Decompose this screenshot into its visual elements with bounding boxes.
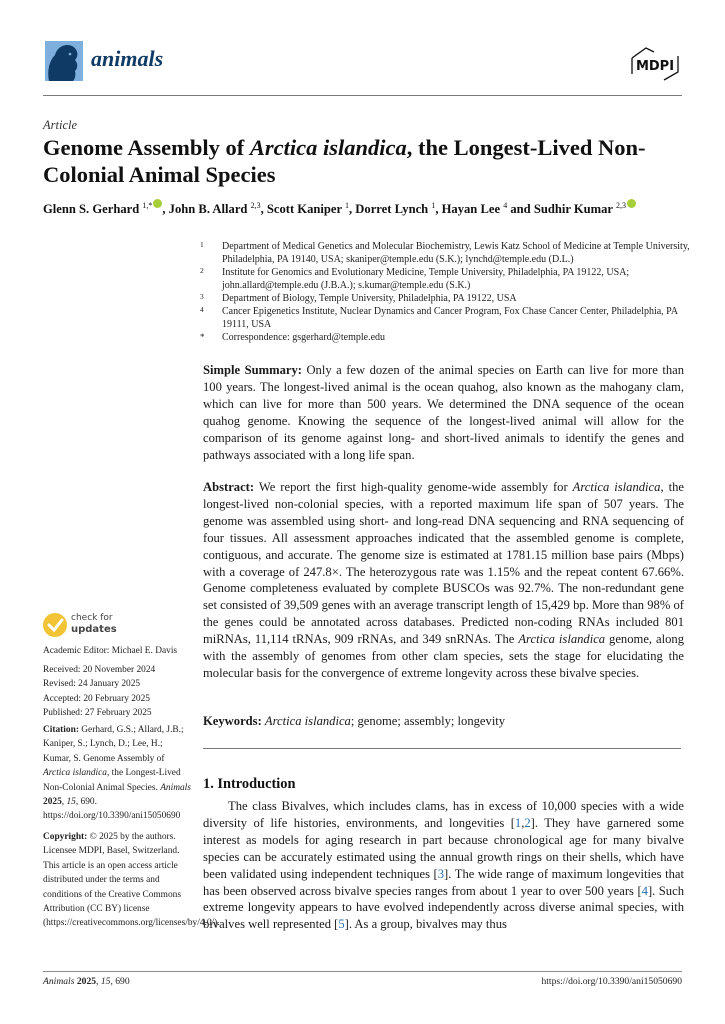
simple-summary-text: Only a few dozen of the animal species on Earth can live for more than 100 years. The longest-lived animal is the ocean quahog, also known as the mahogany clam, which can live for more than 500 years. We determined the DNA sequence of the ocean quahog genome. Knowing the sequence of the longest-lived animal will allow for the comparison of its genome against long- and short-lived animals to identify the genes and pathways associated with a long life span. (203, 363, 685, 462)
mdpi-text: MDPI (635, 59, 675, 74)
footer-journal: Animals (43, 976, 75, 987)
affiliation-item (200, 240, 690, 266)
citation-block: Citation: Gerhard, G.S.; Allard, J.B.; Kaniper, S.; Lynch, D.; Lee, H.; Kumar, S. Genome Assembly of Arctica islandica, the Longest-Lived Non-Colonial Animal Species. Animals 2025, 15, 690. https://doi.org/10.3390/ani15050690 (43, 725, 191, 822)
affiliation-item (200, 266, 690, 292)
reference-link[interactable]: 2 (524, 815, 531, 830)
citation-species: Arctica islandica (43, 768, 107, 779)
keyword-species: Arctica islandica (264, 714, 351, 728)
footer-divider (43, 971, 682, 972)
citation-text: Gerhard, G.S.; Allard, J.B.; Kaniper, S.; Lynch, D.; Lee, H.; Kumar, S. Genome Assembly of (43, 725, 184, 764)
affiliation-number: 2 (200, 266, 204, 275)
author-affiliation-marker: 1 (345, 201, 349, 210)
mdpi-logo[interactable] (628, 44, 682, 82)
reference-link[interactable]: 5 (338, 917, 345, 932)
author-name[interactable]: John B. Allard (168, 202, 251, 216)
check-updates-label-bold: updates (71, 624, 117, 635)
academic-editor: Academic Editor: Michael E. Davis (43, 646, 178, 656)
author-name[interactable]: Dorret Lynch (355, 202, 432, 216)
affiliation-number: 4 (200, 305, 204, 314)
abstract-text: We report the first high-quality genome-wide assembly for (254, 480, 573, 494)
keywords (203, 713, 684, 730)
abstract-text: genome, along with the assembly of genomes from other clam species, sets the stage for elucidating the molecular basis for the convergence of extreme longevity across these bivalve species. (203, 632, 684, 680)
article-type: Article (43, 118, 78, 132)
affiliation-item (200, 305, 690, 331)
author-affiliation-marker: 1,* (142, 201, 153, 210)
intro-text: ]. They have garnered some interest as models for aging research in part because chronological age for many bivalve species can be accurately estimated using the annual growth rings on their shells, which have been validated using independent techniques [ (203, 815, 684, 881)
affiliation-text: Cancer Epigenetics Institute, Nuclear Dynamics and Cancer Program, Fox Chase Cancer Center, Philadelphia, PA 19111, USA (222, 306, 678, 330)
footer-year: 2025 (76, 976, 97, 987)
copyright-text: © 2025 by the authors. Licensee MDPI, Basel, Switzerland. This article is an open access article distributed under the terms and conditions of the Creative Commons Attribution (CC BY) license (https://creativecommons.org/licenses/by/4.0/). (43, 832, 220, 929)
affiliation-number: * (200, 332, 205, 342)
abstract-label: Abstract: (203, 480, 255, 494)
check-for-updates-button[interactable] (43, 612, 123, 638)
check-updates-icon (43, 613, 67, 637)
intro-text: The class Bivalves, which includes clams, has in excess of 10,000 species with a wide diversity of life histories, environments, and longevities [ (203, 799, 684, 830)
author-name[interactable]: Scott Kaniper (266, 202, 345, 216)
footer-volume: 15 (100, 976, 111, 987)
footer-page: , 690 (110, 976, 130, 987)
orcid-icon[interactable] (153, 199, 162, 208)
affiliation-text: Institute for Genomics and Evolutionary Medicine, Temple University, Philadelphia, PA 19122, USA; john.allard@temple.edu (J.B.A.); s.kumar@temple.edu (S.K.) (222, 267, 630, 291)
author-affiliation-marker: 2,3 (615, 201, 626, 210)
journal-logo-icon (45, 41, 83, 81)
keywords-text: ; genome; assembly; longevity (350, 714, 506, 728)
keywords-label: Keywords: (203, 714, 262, 728)
date-revised: Revised: 24 January 2025 (43, 679, 141, 690)
simple-summary (203, 362, 684, 463)
title-text: Genome Assembly of (43, 135, 250, 160)
author-affiliation-marker: 2,3 (250, 201, 261, 210)
publication-dates (43, 663, 193, 721)
abstract-species: Arctica islandica (518, 632, 606, 647)
copyright-block (43, 830, 220, 931)
abstract-species: Arctica islandica (572, 480, 661, 494)
citation-year: 2025 (43, 797, 62, 808)
correspondence (200, 331, 690, 344)
affiliation-text: Correspondence: gsgerhard@temple.edu (222, 332, 386, 343)
article-title (43, 134, 683, 188)
author-list: Glenn S. Gerhard $^{1,*}$ , John B. Allard $^{2,3}$, Scott Kaniper $^1$, Dorret Lynch $^1$, Hayan Lee $^4$ and Sudhir Kumar $^{2,3}$ (43, 199, 636, 217)
primate-silhouette-icon (45, 41, 83, 81)
reference-link[interactable]: 4 (641, 883, 648, 898)
introduction-paragraph (203, 798, 684, 933)
journal-name: animals (91, 46, 164, 71)
citation-label: Citation: (43, 725, 79, 735)
date-accepted: Accepted: 20 February 2025 (43, 693, 150, 704)
citation-journal: Animals (160, 782, 191, 793)
header-divider (43, 95, 682, 96)
affiliations-list (200, 240, 690, 344)
author-name[interactable]: Glenn S. Gerhard (43, 202, 143, 216)
intro-text: ]. The wide range of maximum longevities that has been observed across bivalve species ranges from about 1 year to over 500 years [ (203, 866, 684, 898)
citation-doi-link[interactable]: , 690. https://doi.org/10.3390/ani15050690 (43, 797, 181, 822)
abstract (203, 479, 684, 682)
section-divider (203, 748, 681, 749)
citation-volume: 15 (66, 797, 76, 808)
author-affiliation-marker: 1 (431, 201, 436, 210)
orcid-icon[interactable] (627, 199, 636, 208)
affiliation-text: Department of Medical Genetics and Molecular Biochemistry, Lewis Katz School of Medicine at Temple University, Philadelphia, PA 19140, USA; skaniper@temple.edu (S.K.); lynchd@temple.edu (D.L.) (222, 241, 690, 265)
affiliation-number: 3 (200, 292, 204, 301)
section-heading-introduction: 1. Introduction (203, 776, 296, 792)
author-name[interactable]: Hayan Lee (441, 202, 504, 216)
abstract-text: , the longest-lived non-colonial species, with a reported maximum life span of 507 years. The genome was assembled using short- and long-read DNA sequencing and RNA sequencing of four tissues. All assessment approaches indicated that the assembled genome is complete, contiguous, and accurate. The genome size is estimated at 1781.15 million base pairs (Mbps) with a coverage of 247.8×. The heterozygous rate was 1.15% and the repeat content 67.66%. Genome completeness evaluated by complete BUSCOs was 92.7%. The non-redundant gene set consisted of 39,509 genes with an average transcript length of 15,429 bp. More than 98% of the genes could be annotated across databases. Predicted non-coding RNAs included 801 miRNAs, 11,114 tRNAs, 909 rRNAs, and 349 snRNAs. The (203, 480, 684, 647)
reference-link[interactable]: 1 (514, 815, 522, 830)
footer-citation: Animals 2025, 15, 690 (43, 976, 130, 987)
affiliation-text: Department of Biology, Temple University, Philadelphia, PA 19122, USA (222, 293, 517, 304)
title-species: Arctica islandica (249, 135, 407, 160)
title-text-rest: , the Longest-Lived Non-Colonial Animal Species (43, 135, 646, 187)
author-affiliation-marker: 4 (503, 201, 508, 210)
date-published: Published: 27 February 2025 (43, 708, 152, 719)
affiliation-item (200, 292, 690, 305)
check-updates-label: check for (71, 613, 113, 623)
simple-summary-label: Simple Summary: (203, 363, 302, 377)
copyright-label: Copyright: (43, 832, 88, 842)
citation-text: , the Longest-Lived Non-Colonial Animal Species. (43, 768, 181, 793)
date-received: Received: 20 November 2024 (43, 665, 156, 675)
author-name[interactable]: Sudhir Kumar (533, 202, 616, 216)
intro-text: ]. Such extreme longevity appears to have evolved independently across diverse animal species, with bivalves well represented [ (203, 883, 684, 932)
affiliation-number: 1 (200, 240, 204, 249)
intro-text: , (521, 815, 525, 830)
intro-text: ]. As a group, bivalves may thus (344, 917, 507, 932)
reference-link[interactable]: 3 (437, 866, 445, 881)
footer-doi-link[interactable]: https://doi.org/10.3390/ani15050690 (541, 976, 682, 987)
